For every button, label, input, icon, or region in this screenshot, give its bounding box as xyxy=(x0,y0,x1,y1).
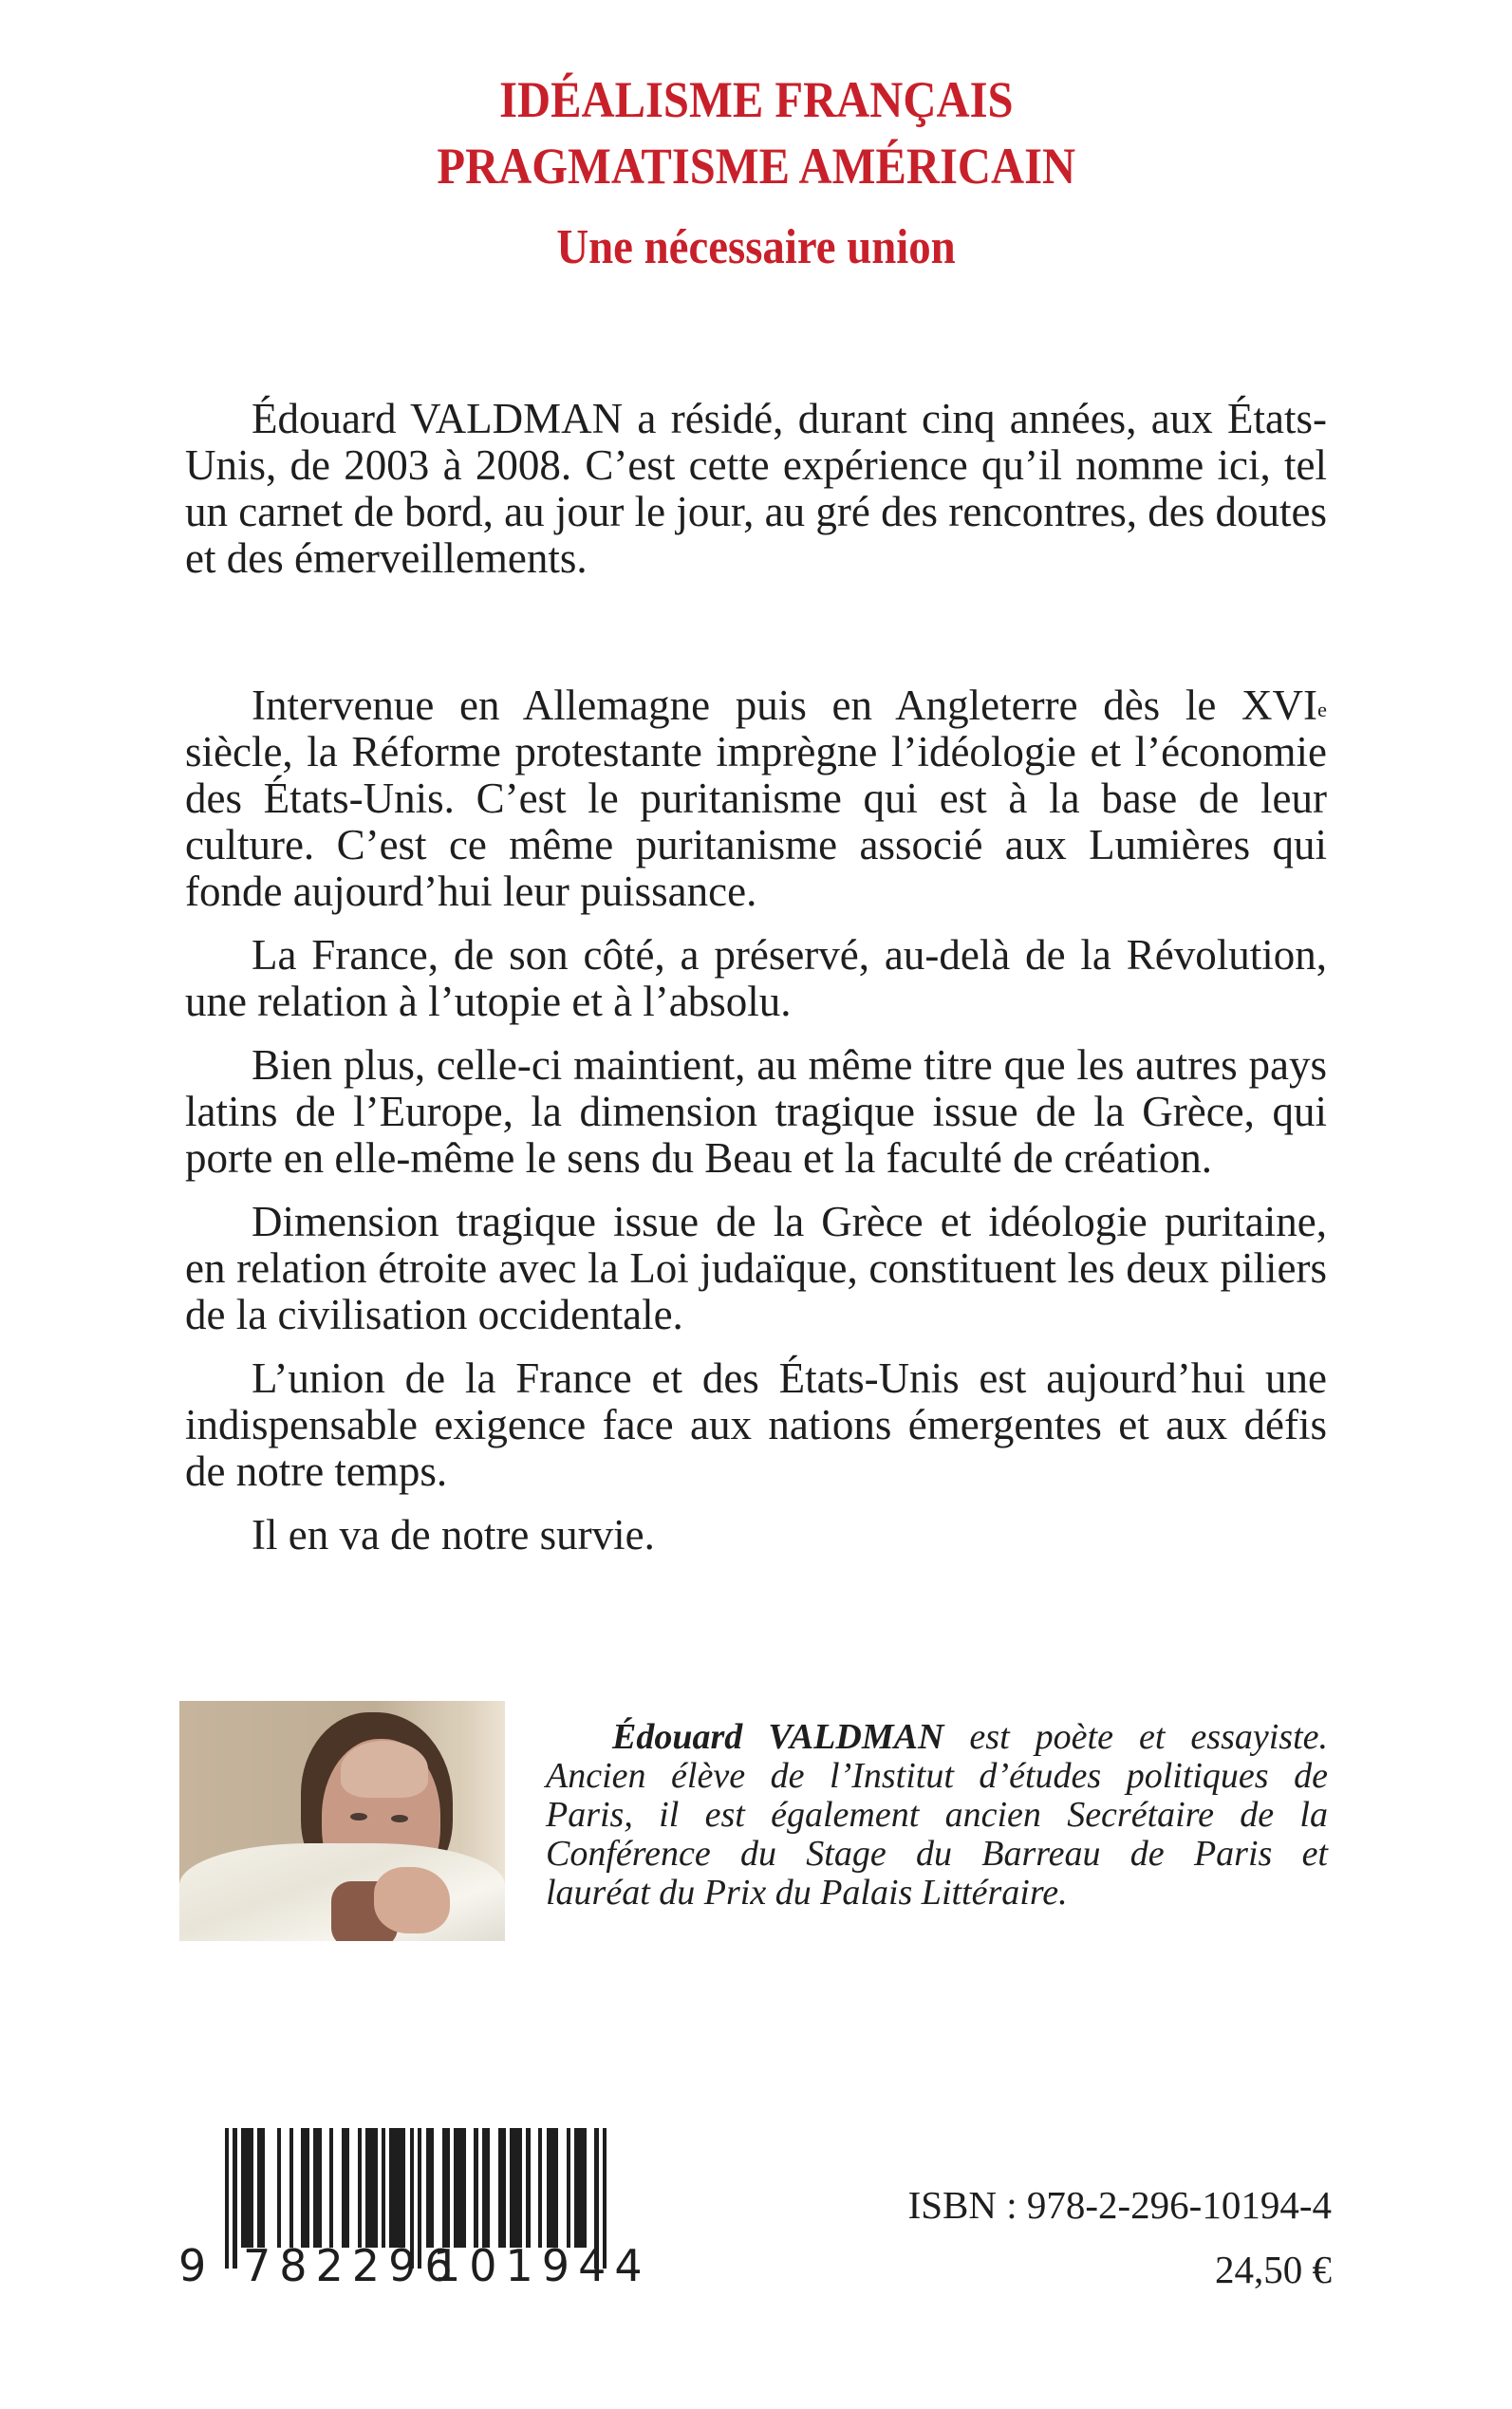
photo-hand xyxy=(374,1867,450,1933)
barcode-digit-first: 9 xyxy=(178,2240,207,2291)
blurb-line: de la civilisation occidentale. xyxy=(185,1291,683,1338)
blurb-paragraph xyxy=(185,1199,1327,1338)
barcode-bar xyxy=(510,2128,522,2248)
blurb-paragraph xyxy=(185,1355,1327,1495)
barcode-bar xyxy=(358,2128,362,2248)
blurb-paragraph xyxy=(185,682,1327,915)
blurb-line-text: Intervenue en Allemagne puis en Angleterre dès le XVI xyxy=(252,682,1317,729)
blurb-line: L’union de la France et des États-Unis est aujourd’hui une xyxy=(252,1354,1327,1402)
author-photo xyxy=(179,1701,505,1941)
blurb-line: Il en va de notre survie. xyxy=(252,1511,655,1559)
author-bio xyxy=(546,1718,1328,1913)
bio-line-3: Paris, il est également ancien Secrétaire de la xyxy=(546,1795,1328,1835)
barcode-bar xyxy=(426,2128,434,2248)
blurb-line: Unis, de 2003 à 2008. C’est cette expérience qu’il nomme ici, tel xyxy=(185,441,1327,489)
barcode-digits-right: 101944 xyxy=(433,2240,651,2291)
blurb-line: Édouard VALDMAN a résidé, durant cinq années, aux États- xyxy=(252,395,1327,442)
blurb-text xyxy=(185,396,1327,1576)
bio-line-1 xyxy=(546,1718,1328,1757)
barcode-bar xyxy=(233,2128,236,2269)
blurb-line: fonde aujourd’hui leur puissance. xyxy=(185,868,757,915)
barcode-bar xyxy=(498,2128,506,2248)
barcode-digits-left: 782296 xyxy=(243,2240,461,2291)
barcode-bar xyxy=(574,2128,587,2248)
title-line-2 xyxy=(0,133,1512,199)
barcode-bar xyxy=(442,2128,450,2248)
barcode-bar xyxy=(289,2128,293,2248)
barcode-bar xyxy=(547,2128,559,2248)
barcode-bar xyxy=(241,2128,253,2248)
subtitle xyxy=(0,215,1512,281)
barcode-bar xyxy=(365,2128,378,2248)
barcode-bar xyxy=(454,2128,466,2248)
barcode-bar xyxy=(329,2128,333,2248)
barcode-bar xyxy=(342,2128,349,2248)
bio-line-5: lauréat du Prix du Palais Littéraire. xyxy=(546,1873,1068,1913)
blurb-line: et des émerveillements. xyxy=(185,534,588,582)
blurb-paragraph xyxy=(185,1512,1327,1559)
blurb-line: Dimension tragique issue de la Grèce et idéologie puritaine, xyxy=(252,1198,1327,1245)
blurb-line: latins de l’Europe, la dimension tragique issue de la Grèce, qui xyxy=(185,1088,1327,1135)
barcode-bar xyxy=(313,2128,321,2248)
blurb-line: en relation étroite avec la Loi judaïque, constituent les deux piliers xyxy=(185,1244,1327,1292)
blurb-line: culture. C’est ce même puritanisme associé aux Lumières qui xyxy=(185,821,1327,868)
century-superscript: e xyxy=(1317,698,1327,721)
blurb-line: La France, de son côté, a préservé, au-delà de la Révolution, xyxy=(252,931,1327,979)
blurb-paragraph xyxy=(185,396,1327,582)
blurb-line: des États-Unis. C’est le puritanisme qui est à la base de leur xyxy=(185,775,1327,822)
blurb-line xyxy=(185,682,1327,729)
blurb-line: une relation à l’utopie et à l’absolu. xyxy=(185,978,792,1025)
subtitle-text: Une nécessaire union xyxy=(556,220,956,274)
blurb-line: un carnet de bord, au jour le jour, au gré des rencontres, des doutes xyxy=(185,488,1327,535)
barcode-bar xyxy=(538,2128,542,2248)
blurb-line: indispensable exigence face aux nations émergentes et aux défis xyxy=(185,1401,1327,1448)
photo-forehead xyxy=(341,1741,428,1798)
blurb-paragraph xyxy=(185,932,1327,1025)
isbn: ISBN : 978-2-296-10194-4 xyxy=(907,2183,1332,2227)
author-name: Édouard VALDMAN xyxy=(612,1717,944,1757)
title-text-1: IDÉALISME FRANÇAIS xyxy=(498,71,1014,128)
blurb-line: Bien plus, celle-ci maintient, au même titre que les autres pays xyxy=(252,1041,1327,1089)
barcode-bar xyxy=(382,2128,385,2248)
photo-eye-left xyxy=(350,1813,367,1821)
bio-line-2: Ancien élève de l’Institut d’études politiques de xyxy=(546,1756,1328,1796)
blurb-paragraph xyxy=(185,1042,1327,1182)
barcode-bar xyxy=(567,2128,570,2248)
title-line-1 xyxy=(0,66,1512,133)
barcode-bar xyxy=(482,2128,490,2248)
barcode-bar xyxy=(225,2128,229,2269)
barcode-bar xyxy=(277,2128,281,2248)
barcode-bar xyxy=(257,2128,265,2248)
cover-title-block xyxy=(0,66,1512,281)
barcode-bar xyxy=(389,2128,405,2248)
title-text-2: PRAGMATISME AMÉRICAIN xyxy=(437,138,1075,195)
blurb-line: porte en elle-même le sens du Beau et la faculté de création. xyxy=(185,1134,1212,1182)
photo-eye-right xyxy=(391,1815,408,1822)
blurb-line: siècle, la Réforme protestante imprègne l’idéologie et l’économie xyxy=(185,728,1327,775)
barcode-bar xyxy=(301,2128,308,2248)
price: 24,50 € xyxy=(1215,2248,1332,2291)
bio-line-4: Conférence du Stage du Barreau de Paris et xyxy=(546,1834,1328,1874)
barcode-bar xyxy=(526,2128,530,2248)
barcode-bar xyxy=(474,2128,477,2248)
bio-line-1-rest: est poète et essayiste. xyxy=(943,1717,1328,1757)
blurb-line: de notre temps. xyxy=(185,1447,448,1495)
